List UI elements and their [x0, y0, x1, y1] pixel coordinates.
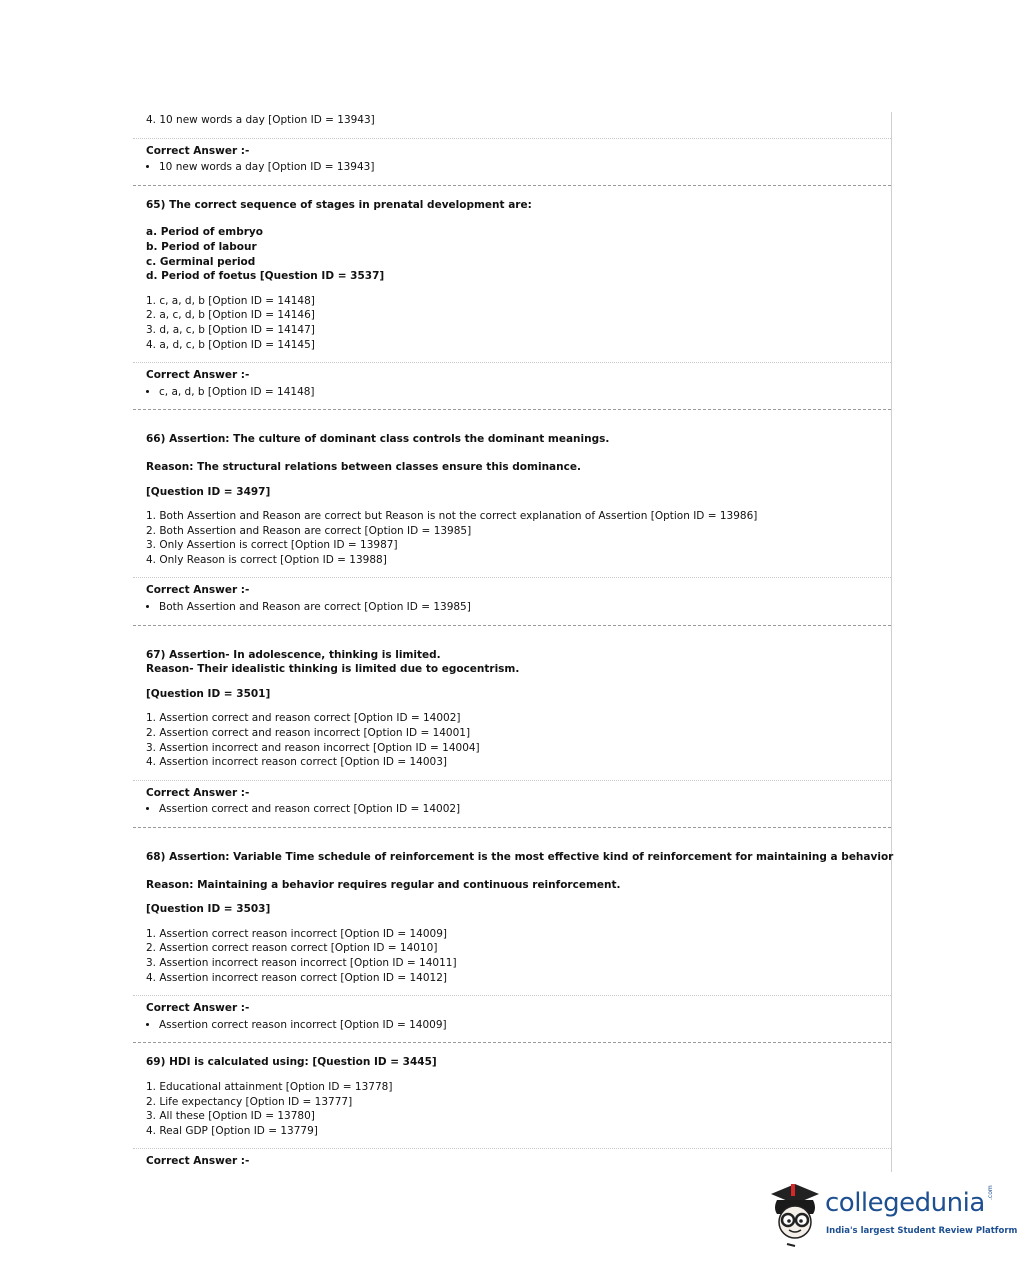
correct-answer-block: [133, 996, 891, 1032]
option-line: 2. Life expectancy [Option ID = 13777]: [146, 1095, 353, 1108]
correct-answer-label: Correct Answer :-: [146, 1002, 250, 1015]
question-id: [Question ID = 3497]: [146, 485, 271, 498]
correct-answer-value: • Assertion correct and reason correct [Option ID = 14002]: [159, 802, 891, 817]
correct-answer-label: Correct Answer :-: [146, 786, 250, 799]
reason-text: Reason: Maintaining a behavior requires regular and continuous reinforcement.: [146, 878, 621, 891]
reason-text: Reason: The structural relations between classes ensure this dominance.: [146, 460, 581, 473]
option-line: 3. Only Assertion is correct [Option ID = 13987]: [146, 539, 398, 552]
prev-question-tail: [133, 112, 891, 128]
correct-answer-label: Correct Answer :-: [146, 144, 250, 157]
logo-com: .com: [987, 1185, 994, 1200]
option-line: 4. Assertion incorrect reason correct [Option ID = 14003]: [146, 756, 447, 769]
option-line: 4. Only Reason is correct [Option ID = 13988]: [146, 553, 387, 566]
question-item: d. Period of foetus [Question ID = 3537]: [146, 270, 385, 283]
option-line: 4. Real GDP [Option ID = 13779]: [146, 1124, 318, 1137]
question-67: [133, 626, 891, 770]
mascot-icon: [765, 1178, 825, 1248]
option-line: 2. Assertion correct reason correct [Option ID = 14010]: [146, 942, 438, 955]
correct-answer-value: • 10 new words a day [Option ID = 13943]: [159, 160, 891, 175]
correct-answer-block: [133, 1149, 891, 1169]
reason-text: Reason- Their idealistic thinking is limited due to egocentrism.: [146, 663, 520, 676]
question-69: [133, 1043, 891, 1138]
logo-wordmark: collegedunia: [825, 1188, 985, 1218]
correct-answer-label: Correct Answer :-: [146, 584, 250, 597]
question-text: 68) Assertion: Variable Time schedule of reinforcement is the most effective kind of reinforcement for maintaining a behavior: [146, 851, 894, 863]
option-line: 3. Assertion incorrect reason incorrect [Option ID = 14011]: [146, 956, 457, 969]
option-line: 2. Both Assertion and Reason are correct [Option ID = 13985]: [146, 524, 472, 537]
question-text: 65) The correct sequence of stages in prenatal development are:: [146, 198, 532, 211]
correct-answer-label: Correct Answer :-: [146, 1155, 250, 1168]
correct-answer-block: [133, 363, 891, 399]
question-66: [133, 410, 891, 567]
question-id: [Question ID = 3503]: [146, 903, 271, 916]
option-line: 3. Assertion incorrect and reason incorrect [Option ID = 14004]: [146, 741, 480, 754]
option-line: 3. d, a, c, b [Option ID = 14147]: [146, 323, 315, 336]
question-item: a. Period of embryo: [146, 226, 263, 239]
collegedunia-logo: [765, 1178, 1018, 1248]
option-line: 1. Both Assertion and Reason are correct but Reason is not the correct explanation of Assertion [Option ID = 13986]: [146, 510, 758, 523]
option-line: 4. 10 new words a day [Option ID = 13943]: [146, 114, 375, 126]
option-line: 3. All these [Option ID = 13780]: [146, 1110, 315, 1123]
logo-tagline: India's largest Student Review Platform: [826, 1226, 1018, 1236]
correct-answer-block: [133, 139, 891, 175]
correct-answer-label: Correct Answer :-: [146, 369, 250, 382]
option-line: 1. c, a, d, b [Option ID = 14148]: [146, 294, 315, 307]
question-text: 67) Assertion- In adolescence, thinking is limited.: [146, 648, 441, 661]
question-68: [133, 828, 894, 985]
question-id: [Question ID = 3501]: [146, 687, 271, 700]
option-line: 1. Assertion correct reason incorrect [Option ID = 14009]: [146, 927, 447, 940]
option-line: 2. Assertion correct and reason incorrect [Option ID = 14001]: [146, 727, 471, 740]
question-text: 66) Assertion: The culture of dominant class controls the dominant meanings.: [146, 433, 610, 446]
question-item: b. Period of labour: [146, 240, 257, 253]
option-line: 1. Educational attainment [Option ID = 13778]: [146, 1080, 393, 1093]
correct-answer-block: [133, 781, 891, 817]
option-line: 4. Assertion incorrect reason correct [Option ID = 14012]: [146, 971, 447, 984]
correct-answer-block: [133, 578, 891, 614]
correct-answer-value: • Assertion correct reason incorrect [Option ID = 14009]: [159, 1018, 891, 1033]
question-item: c. Germinal period: [146, 255, 256, 268]
option-line: 2. a, c, d, b [Option ID = 14146]: [146, 309, 315, 322]
option-line: 1. Assertion correct and reason correct [Option ID = 14002]: [146, 712, 461, 725]
question-paper-page: [133, 112, 892, 1172]
question-text: 69) HDI is calculated using: [Question ID = 3445]: [146, 1056, 437, 1069]
option-line: 4. a, d, c, b [Option ID = 14145]: [146, 338, 315, 351]
question-65: [133, 186, 891, 352]
correct-answer-value: • Both Assertion and Reason are correct [Option ID = 13985]: [159, 600, 891, 615]
correct-answer-value: • c, a, d, b [Option ID = 14148]: [159, 385, 891, 400]
